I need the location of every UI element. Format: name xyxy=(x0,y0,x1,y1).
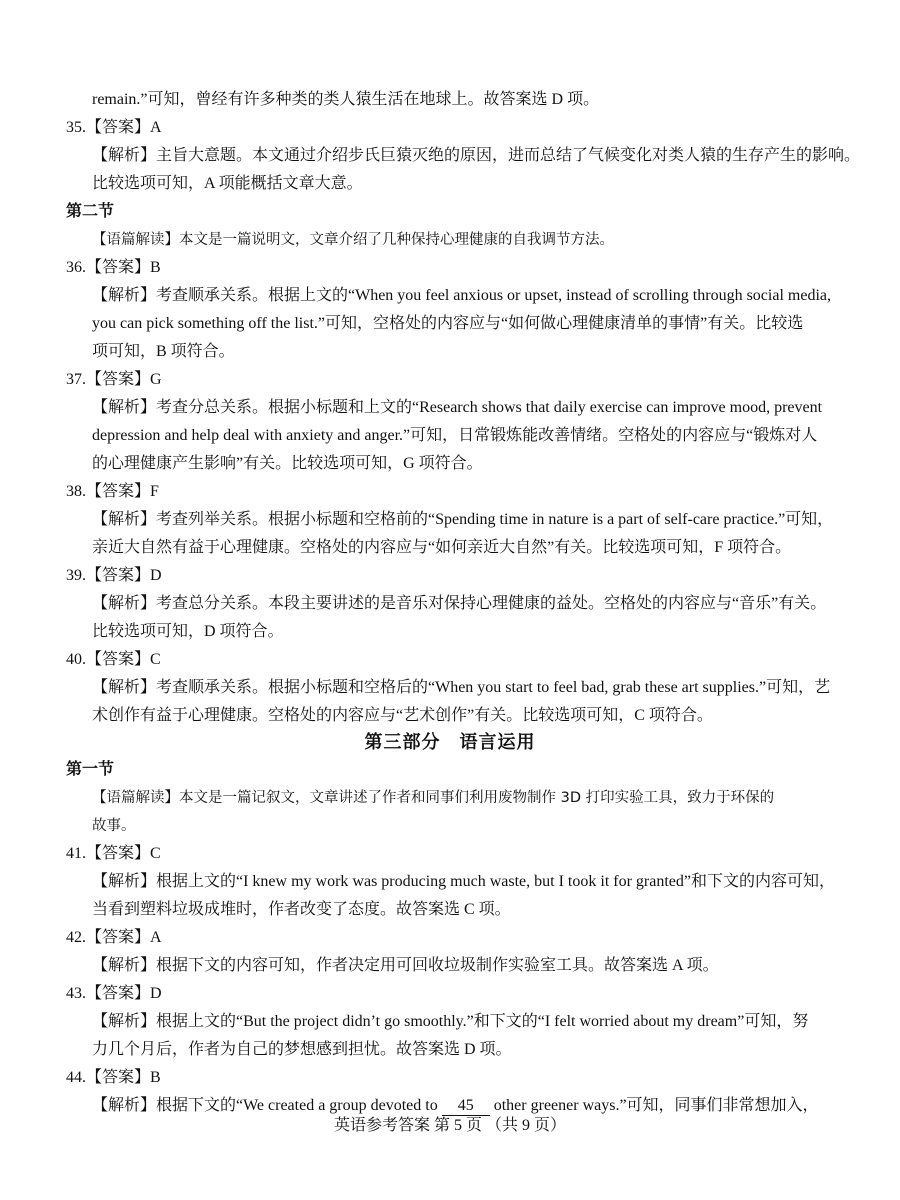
q43-explanation-line: 力几个月后，作者为自己的梦想感到担忧。故答案选 D 项。 xyxy=(92,1041,512,1058)
q36-explanation-line: 项可知，B 项符合。 xyxy=(92,343,235,360)
section-2-summary: 【语篇解读】本文是一篇说明文，文章介绍了几种保持心理健康的自我调节方法。 xyxy=(92,232,614,248)
q41-explanation-line: 当看到塑料垃圾成堆时，作者改变了态度。故答案选 C 项。 xyxy=(92,901,511,918)
q42-explanation-line: 【解析】根据下文的内容可知，作者决定用可回收垃圾制作实验室工具。故答案选 A 项。 xyxy=(92,957,719,974)
q39-answer: 39.【答案】D xyxy=(66,567,162,584)
q37-explanation-line: 【解析】考查分总关系。根据小标题和上文的“Research shows that daily exercise can improve mood, prevent xyxy=(92,399,823,416)
q36-answer: 36.【答案】B xyxy=(66,259,161,276)
q37-explanation-line: depression and help deal with anxiety and anger.”可知，日常锻炼能改善情绪。空格处的内容应与“锻炼对人 xyxy=(92,427,818,444)
q36-explanation-line: 【解析】考查顺承关系。根据上文的“When you feel anxious or upset, instead of scrolling through social media, xyxy=(92,287,831,304)
q40-explanation-line: 术创作有益于心理健康。空格处的内容应与“艺术创作”有关。比较选项可知，C 项符合。 xyxy=(92,707,713,724)
page-footer: 英语参考答案 第 5 页 （共 9 页） xyxy=(333,1117,566,1134)
q36-explanation-line: you can pick something off the list.”可知，空格处的内容应与“如何做心理健康清单的事情”有关。比较选 xyxy=(92,315,804,332)
q38-explanation-line: 亲近大自然有益于心理健康。空格处的内容应与“如何亲近大自然”有关。比较选项可知，F 项符合。 xyxy=(92,539,792,556)
q36-item xyxy=(66,254,836,366)
q39-explanation-line: 比较选项可知，D 项符合。 xyxy=(92,623,284,640)
q44-explanation-pre: 【解析】根据下文的“We created a group devoted to xyxy=(92,1097,442,1114)
part-3-heading: 第三部分 语言运用 xyxy=(364,732,536,752)
q40-answer: 40.【答案】C xyxy=(66,651,161,668)
q44-answer: 44.【答案】B xyxy=(66,1069,161,1086)
q43-explanation-line: 【解析】根据上文的“But the project didn’t go smoothly.”和下文的“I felt worried about my dream”可知，努 xyxy=(92,1013,809,1030)
q39-explanation-line: 【解析】考查总分关系。本段主要讲述的是音乐对保持心理健康的益处。空格处的内容应与“音乐”有关。 xyxy=(92,595,827,612)
q37-item xyxy=(66,366,836,478)
q39-item xyxy=(66,562,836,646)
q38-answer: 38.【答案】F xyxy=(66,483,159,500)
section-1-title: 第一节 xyxy=(66,761,115,778)
q44-blank-number: 45 xyxy=(442,1097,490,1116)
q40-explanation-line: 【解析】考查顺承关系。根据小标题和空格后的“When you start to feel bad, grab these art supplies.”可知，艺 xyxy=(92,679,831,696)
q35-explanation-line: 【解析】主旨大意题。本文通过介绍步氏巨猿灭绝的原因，进而总结了气候变化对类人猿的生存产生的影响。 xyxy=(92,147,861,164)
q44-explanation-post: other greener ways.”可知，同事们非常想加入， xyxy=(489,1097,819,1114)
q41-item xyxy=(66,840,836,924)
q38-item xyxy=(66,478,836,562)
q41-explanation-line: 【解析】根据上文的“I knew my work was producing much waste, but I took it for granted”和下文的内容可知， xyxy=(92,873,835,890)
q34-continuation xyxy=(66,86,836,114)
q37-explanation-line: 的心理健康产生影响”有关。比较选项可知，G 项符合。 xyxy=(92,455,483,472)
q35-item xyxy=(66,114,861,198)
section-2 xyxy=(66,198,836,254)
q41-answer: 41.【答案】C xyxy=(66,845,161,862)
q44-item xyxy=(66,1064,836,1120)
section-2-title: 第二节 xyxy=(66,203,115,220)
q38-explanation-line: 【解析】考查列举关系。根据小标题和空格前的“Spending time in nature is a part of self-care practice.”可知， xyxy=(92,511,834,528)
part-3-section-1 xyxy=(66,756,836,840)
q42-answer: 42.【答案】A xyxy=(66,929,162,946)
q42-item xyxy=(66,924,836,980)
q43-item xyxy=(66,980,836,1064)
q35-answer: 35.【答案】A xyxy=(66,119,162,136)
section-1-summary-line: 故事。 xyxy=(92,818,136,834)
q43-answer: 43.【答案】D xyxy=(66,985,162,1002)
q40-item xyxy=(66,646,836,730)
q37-answer: 37.【答案】G xyxy=(66,371,162,388)
continuation-line: remain.”可知，曾经有许多种类的类人猿生活在地球上。故答案选 D 项。 xyxy=(92,91,600,108)
q35-explanation-line: 比较选项可知，A 项能概括文章大意。 xyxy=(92,175,363,192)
section-1-summary-line: 【语篇解读】本文是一篇记叙文，文章讲述了作者和同事们利用废物制作 3D 打印实验工具，致力于环保的 xyxy=(92,790,775,806)
